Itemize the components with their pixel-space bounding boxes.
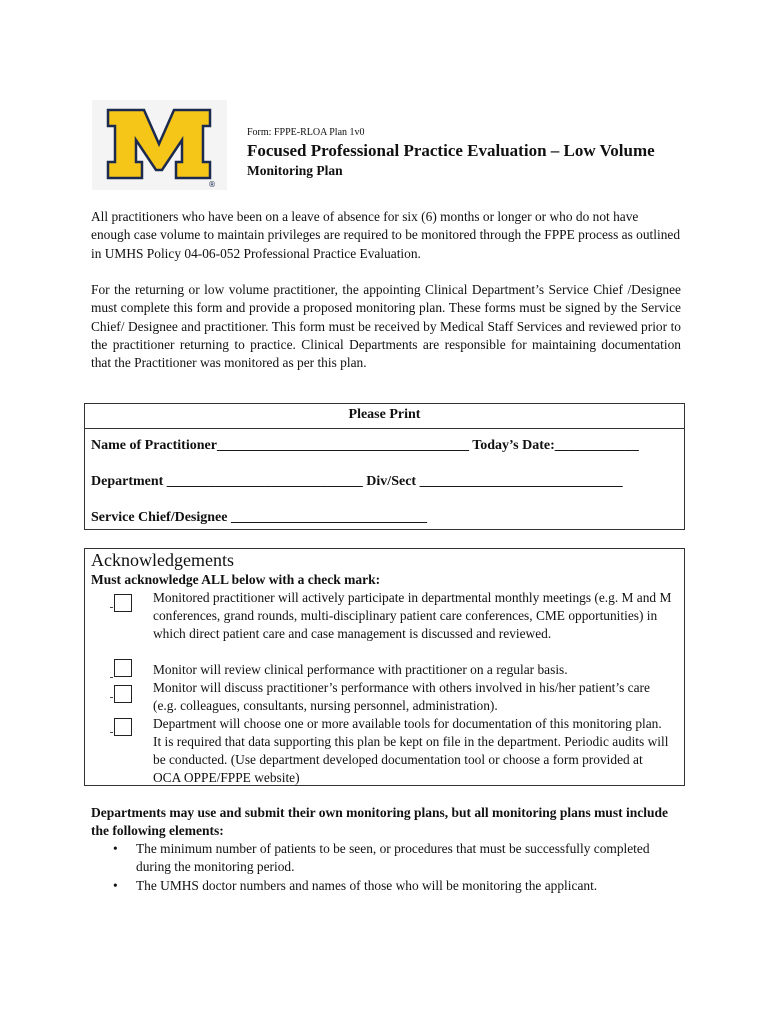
registered-mark: ® <box>208 180 216 189</box>
acknowledgements-instruction: Must acknowledge ALL below with a check mark: <box>91 572 381 587</box>
checkbox-tick <box>110 732 113 733</box>
checkbox-review[interactable] <box>114 659 132 677</box>
form-id: Form: FPPE-RLOA Plan 1v0 <box>247 127 365 138</box>
requirements-list <box>91 840 681 895</box>
requirements-heading: Departments may use and submit their own monitoring plans, but all monitoring plans must include the following elements: <box>91 805 668 838</box>
checkbox-tick <box>110 677 113 678</box>
checkbox-documentation[interactable] <box>114 718 132 736</box>
department-divsect-line[interactable]: Department ____________________________ Div/Sect _____________________________ <box>91 474 623 489</box>
acknowledgements-title: Acknowledgements <box>91 550 234 570</box>
ack-item-discuss: Monitor will discuss practitioner’s performance with others involved in his/her patient’s care (e.g. colleagues, consultants, nursing personnel, administration). <box>153 680 650 713</box>
list-item-text: The UMHS doctor numbers and names of those who will be monitoring the applicant. <box>136 877 598 893</box>
page-title: Focused Professional Practice Evaluation – Low Volume <box>247 141 655 160</box>
ack-item-review: Monitor will review clinical performance with practitioner on a regular basis. <box>153 662 568 677</box>
checkbox-tick <box>110 607 113 608</box>
bullet-icon: • <box>113 877 118 893</box>
checkbox-tick <box>110 697 113 698</box>
intro-paragraph-1: All practitioners who have been on a leave of absence for six (6) months or longer or who do not have enough case volume to maintain privileges are required to be monitored through the FPPE process as outlined in UMHS Policy 04-06-052 Professional Practice Evaluation. <box>91 209 681 261</box>
university-logo <box>92 100 227 190</box>
practitioner-name-date-line[interactable]: Name of Practitioner____________________________________ Today’s Date:____________ <box>91 438 639 453</box>
checkbox-meetings[interactable] <box>114 594 132 612</box>
list-item <box>91 840 681 877</box>
intro-paragraph-2: For the returning or low volume practitioner, the appointing Clinical Department’s Service Chief /Designee must complete this form and provide a proposed monitoring plan. These forms must be signed by the Service Chief/ Designee and practitioner. This form must be received by Medical Staff Services and reviewed prior to the practitioner returning to practice. Clinical Departments are responsible for maintaining documentation that the Practitioner was monitored as per this plan. <box>91 282 681 371</box>
service-chief-line[interactable]: Service Chief/Designee ____________________________ <box>91 510 427 525</box>
acknowledgements-box <box>84 548 685 786</box>
list-item-text: The minimum number of patients to be seen, or procedures that must be successfully completed during the monitoring period. <box>136 841 650 875</box>
practitioner-info-box <box>84 403 685 530</box>
ack-item-documentation: Department will choose one or more available tools for documentation of this monitoring plan. It is required that data supporting this plan be kept on file in the department. Periodic audits will be conducted. (Use department developed documentation tool or choose a form provided at OCA OPPE/FPPE website) <box>153 716 669 785</box>
bullet-icon: • <box>113 841 118 856</box>
list-item <box>91 877 681 895</box>
page-subtitle: Monitoring Plan <box>247 163 343 178</box>
ack-item-meetings: Monitored practitioner will actively participate in departmental monthly meetings (e.g. M and M conferences, grand rounds, multi-disciplinary patient care conferences, CME opportunities) in which direct patient care and case management is discussed and reviewed. <box>153 590 672 641</box>
please-print-header: Please Print <box>85 404 684 429</box>
checkbox-discuss[interactable] <box>114 685 132 703</box>
